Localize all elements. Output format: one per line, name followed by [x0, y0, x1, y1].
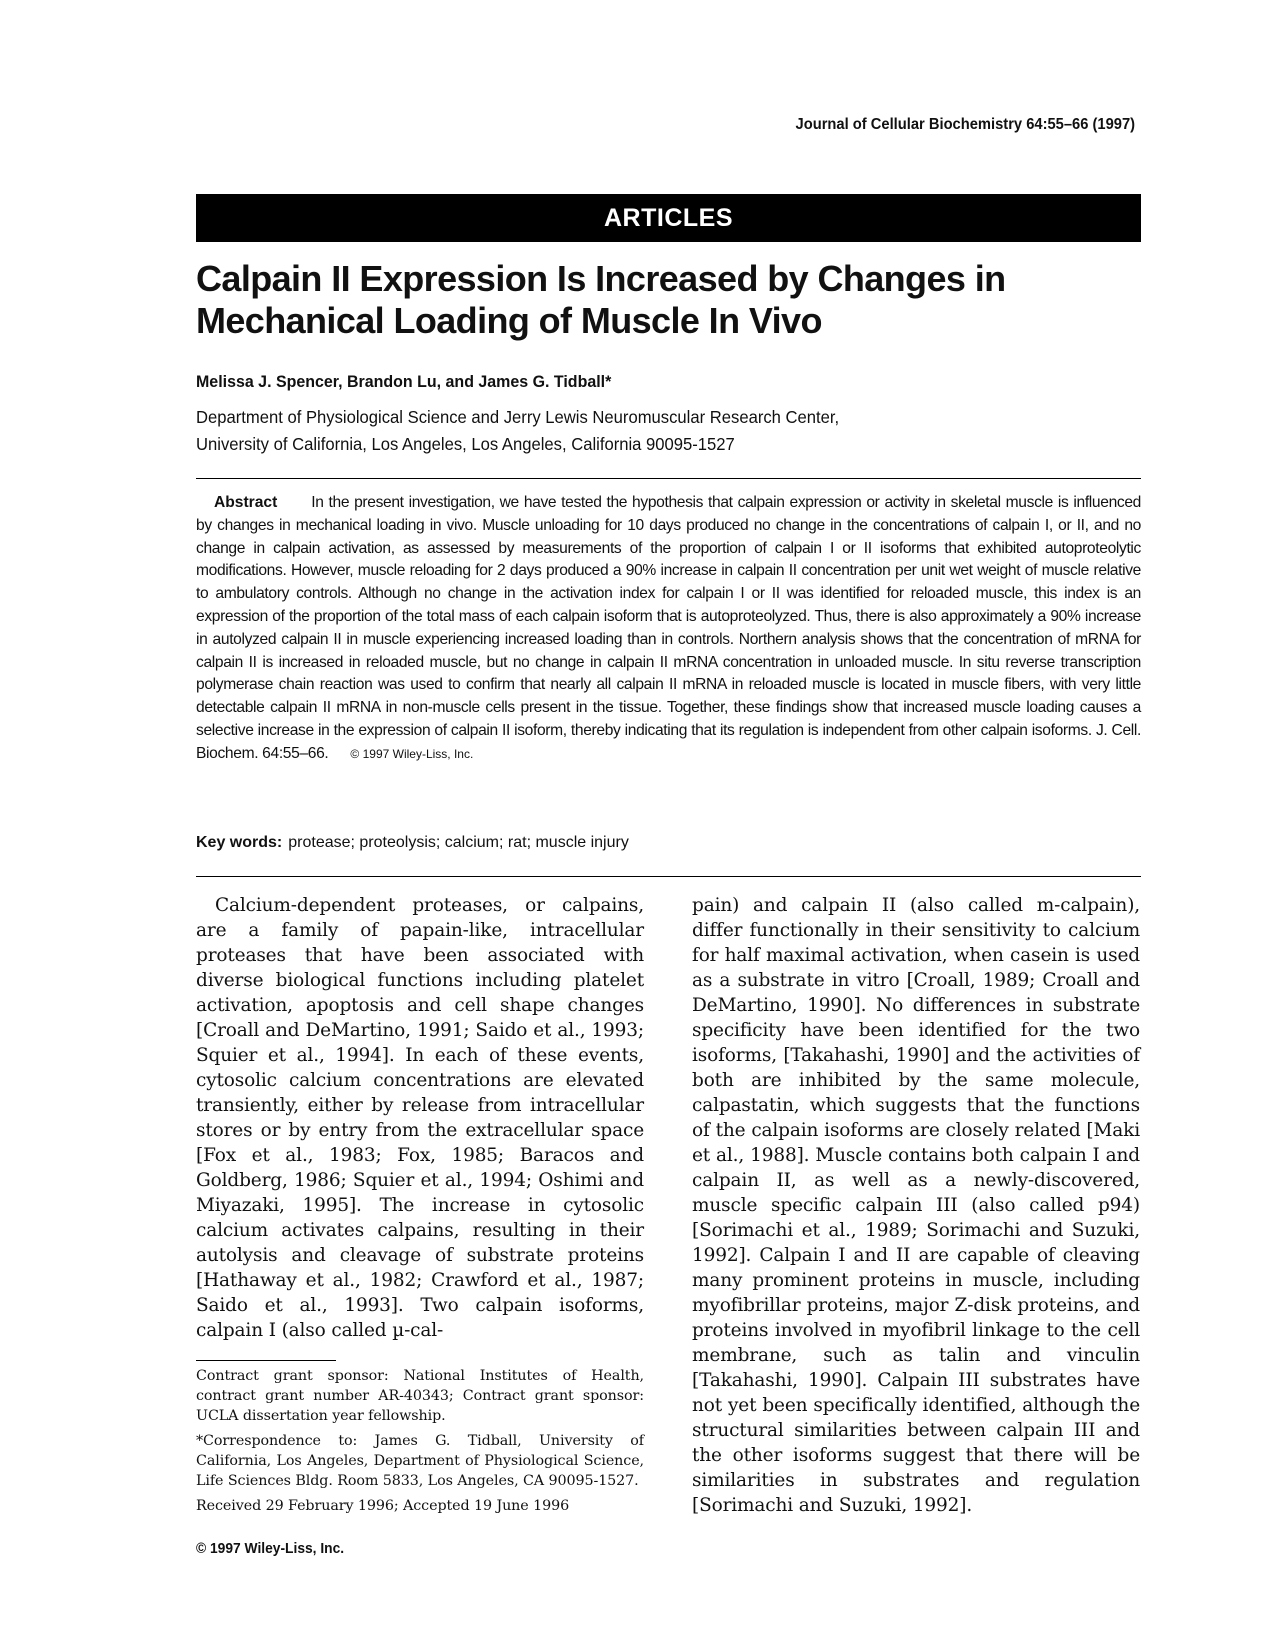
abstract-text: In the present investigation, we have tested the hypothesis that calpain expression or activity in skeletal muscle is influenced by changes in mechanical loading in vivo. Muscle unloading for 10 days produced no change in the concentrations of calpain I, or II, and no change in calpain activation, as assessed by measurements of the proportion of calpain I or II isoforms that exhibited autoproteolytic modifications. However, muscle reloading for 2 days produced a 90% increase in calpain II concentration per unit wet weight of muscle relative to ambulatory controls. Although no change in the activation index for calpain I or II was identified for reloaded muscle, this index is an expression of the proportion of the total mass of each calpain isoform that is autoproteolyzed. Thus, there is also approximately a 90% increase in autolyzed calpain II in muscle experiencing increased loading than in controls. Northern analysis shows that the concentration of mRNA for calpain II is increased in reloaded muscle, but no change in calpain II mRNA concentration in unloaded muscle. In situ reverse transcription polymerase chain reaction was used to confirm that nearly all calpain II mRNA in reloaded muscle is located in muscle fibers, with very little detectable calpain II mRNA in non-muscle cells present in the tissue. Together, these findings show that increased muscle loading causes a selective increase in the expression of calpain II isoform, thereby indicating that its regulation is independent from other calpain isoforms. J. Cell. Biochem. 64:55–66.	[196, 494, 1141, 762]
body-column-left: Calcium-dependent proteases, or calpains, are a family of papain-like, intracellular proteases that have been associated with diverse biological functions including platelet activation, apoptosis and cell shape changes [Croall and DeMartino, 1991; Saido et al., 1993; Squier et al., 1994]. In each of these events, cytosolic calcium concentrations are elevated transiently, either by release from intracellular stores or by entry from the extracellular space [Fox et al., 1983; Fox, 1985; Baracos and Goldberg, 1986; Squier et al., 1994; Oshimi and Miyazaki, 1995]. The increase in cytosolic calcium activates calpains, resulting in their autolysis and cleavage of substrate proteins [Hathaway et al., 1982; Crawford et al., 1987; Saido et al., 1993]. Two calpain isoforms, calpain I (also called µ-cal-	[196, 895, 644, 1341]
footer-copyright: © 1997 Wiley-Liss, Inc.	[196, 1540, 345, 1557]
correspondence-footnote: *Correspondence to: James G. Tidball, University of California, Los Angeles, Department of Physiological Science, Life Sciences Bldg. Room 5833, Los Angeles, CA 90095-1527.	[196, 1433, 644, 1489]
affiliation-line: Department of Physiological Science and Jerry Lewis Neuromuscular Research Center,	[196, 407, 840, 427]
section-banner-label: ARTICLES	[604, 203, 733, 232]
journal-citation: Journal of Cellular Biochemistry 64:55–66 (1997)	[795, 116, 1135, 133]
keywords-line	[196, 834, 629, 852]
affiliation	[196, 404, 839, 458]
footnote-rule	[196, 1360, 336, 1361]
article-title: Calpain II Expression Is Increased by Changes in Mechanical Loading of Muscle In Vivo	[196, 258, 1006, 341]
abstract-label: Abstract	[214, 494, 278, 511]
divider-rule	[196, 876, 1141, 877]
abstract-copyright: © 1997 Wiley-Liss, Inc.	[350, 746, 474, 761]
section-banner	[196, 194, 1141, 242]
received-dates: Received 29 February 1996; Accepted 19 June 1996	[196, 1498, 570, 1514]
abstract-block	[196, 492, 1141, 766]
grant-footnote: Contract grant sponsor: National Institutes of Health, contract grant number AR-40343; Contract grant sponsor: UCLA dissertation year fellowship.	[196, 1368, 644, 1424]
keywords-text: protease; proteolysis; calcium; rat; muscle injury	[288, 834, 629, 851]
footnotes	[196, 1366, 644, 1521]
body-column-right: pain) and calpain II (also called m-calpain), differ functionally in their sensitivity to calcium for half maximal activation, when casein is used as a substrate in vitro [Croall, 1989; Croall and DeMartino, 1990]. No differences in substrate specificity have been identified for the two isoforms, [Takahashi, 1990] and the activities of both are inhibited by the same molecule, calpastatin, which suggests that the functions of the calpain isoforms are closely related [Maki et al., 1988]. Muscle contains both calpain I and calpain II, as well as a newly-discovered, muscle specific calpain III (also called p94) [Sorimachi et al., 1989; Sorimachi and Suzuki, 1992]. Calpain I and II are capable of cleaving many prominent proteins in muscle, including myofibrillar proteins, major Z-disk proteins, and proteins involved in myofibril linkage to the cell membrane, such as talin and vinculin [Takahashi, 1990]. Calpain III substrates have not yet been specifically identified, although the structural similarities between calpain III and the other isoforms suggest that there will be similarities in substrates and regulation [Sorimachi and Suzuki, 1992].	[692, 895, 1140, 1516]
author-list: Melissa J. Spencer, Brandon Lu, and James G. Tidball*	[196, 372, 612, 391]
keywords-label: Key words:	[196, 834, 283, 851]
divider-rule	[196, 478, 1141, 479]
affiliation-line: University of California, Los Angeles, Los Angeles, California 90095-1527	[196, 434, 735, 454]
